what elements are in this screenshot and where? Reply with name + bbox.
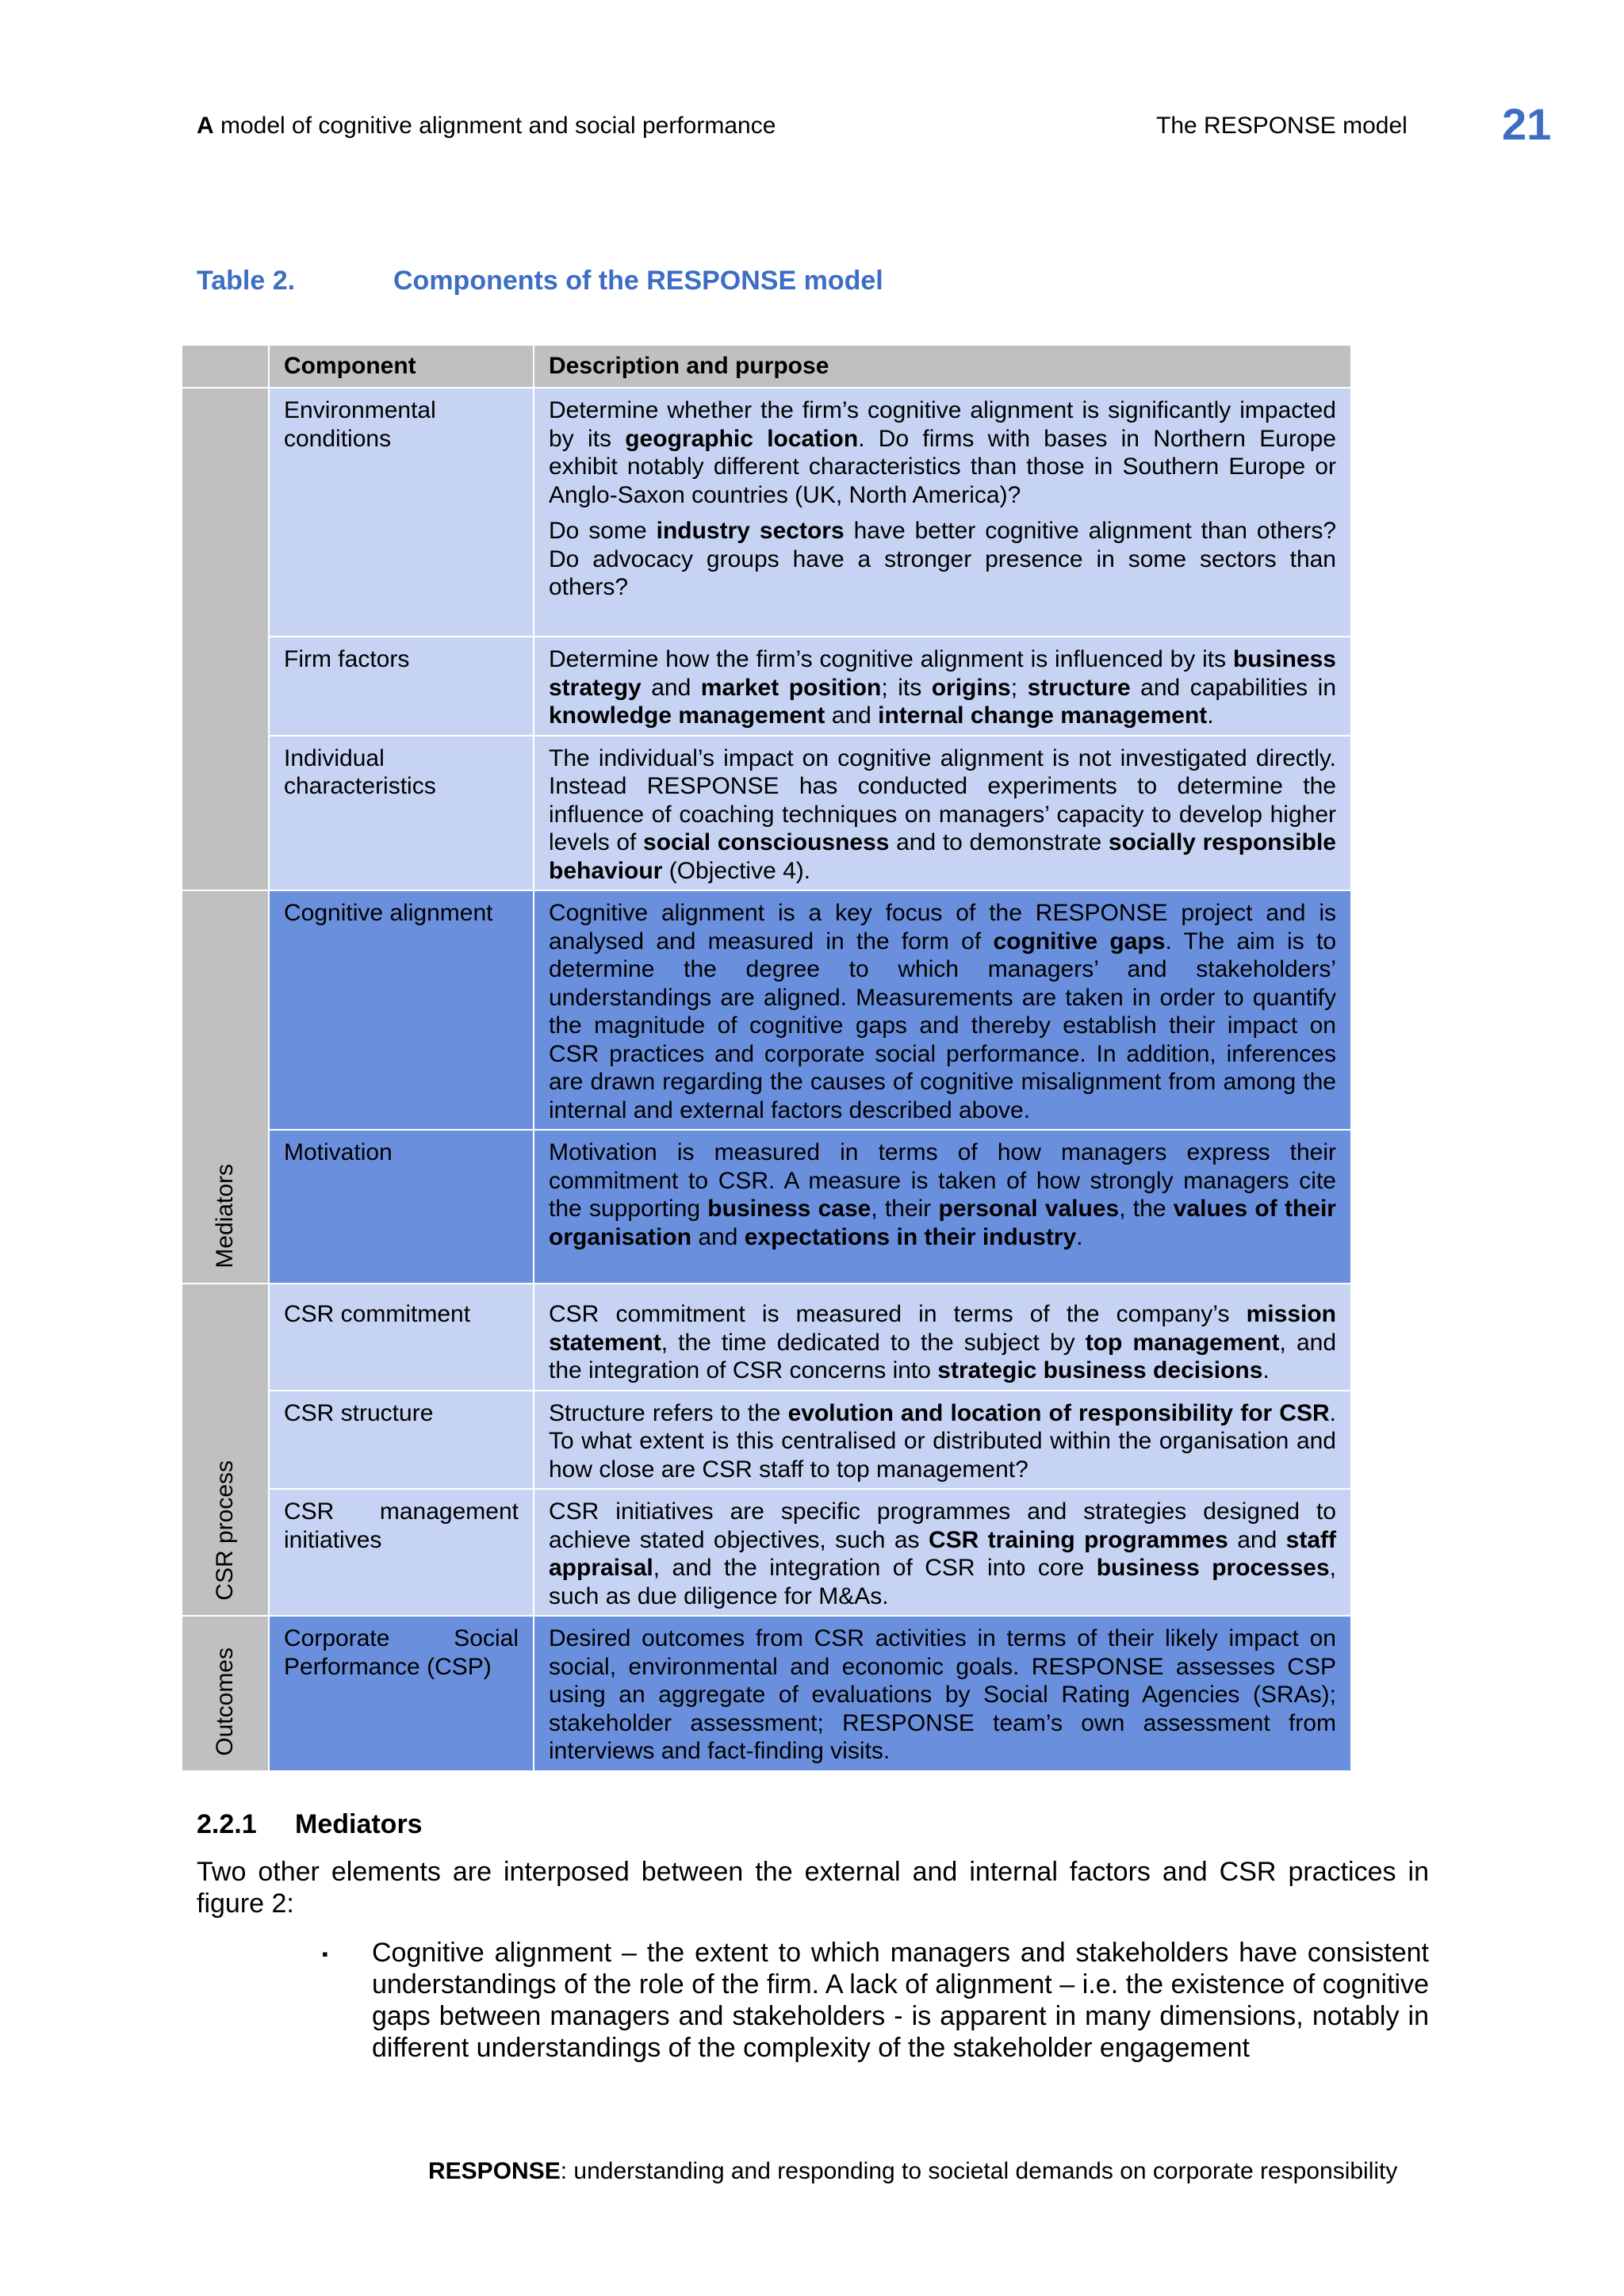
section-heading: 2.2.1 Mediators	[197, 1809, 423, 1839]
component-cell: Firm factors	[269, 637, 534, 736]
running-header-title: A model of cognitive alignment and social performance	[197, 113, 776, 139]
description-cell: CSR commitment is measured in terms of the company’s mission statement, the time dedicated to the subject by top management, and the integration of CSR concerns into strategic business decisions.	[534, 1284, 1351, 1391]
page-footer: RESPONSE: understanding and responding to societal demands on corporate responsibility	[428, 2158, 1398, 2184]
table-header-row	[182, 345, 1351, 388]
component-cell: Environmental conditions	[269, 388, 534, 637]
description-cell: Cognitive alignment is a key focus of the RESPONSE project and is analysed and measured in the form of cognitive gaps. The aim is to determine the degree to which managers’ and stakeholders’ understandings are aligned. Measurements are taken in order to quantify the magnitude of cognitive gaps and thereby establish their impact on CSR practices and corporate social performance. In addition, inferences are drawn regarding the causes of cognitive misalignment from among the internal and external factors described above.	[534, 890, 1351, 1130]
table-row	[182, 637, 1351, 736]
bullet-item: Cognitive alignment – the extent to which managers and stakeholders have consistent understandings of the role of the firm. A lack of alignment – i.e. the existence of cognitive gaps between managers and stakeholders - is apparent in many dimensions, notably in different understandings of the complexity of the stakeholder engagement	[372, 1938, 1429, 2063]
group-cell-csr-process	[182, 1284, 269, 1616]
bullet-square-icon: ▪	[322, 1944, 328, 1964]
table-row	[182, 890, 1351, 1130]
table-row	[182, 1616, 1351, 1771]
component-cell: Cognitive alignment	[269, 890, 534, 1130]
component-cell: Individual characteristics	[269, 736, 534, 891]
description-cell: Desired outcomes from CSR activities in terms of their likely impact on social, environmental and economic goals. RESPONSE assesses CSP using an aggregate of evaluations by Social Rating Agencies (SRAs); stakeholder assessment; RESPONSE team’s own assessment from interviews and fact-finding visits.	[534, 1616, 1351, 1771]
description-cell: Structure refers to the evolution and location of responsibility for CSR. To what extent is this centralised or distributed within the organisation and how close are CSR staff to top management?	[534, 1391, 1351, 1490]
table-caption-number: Table 2.	[197, 266, 296, 296]
table-caption-title: Components of the RESPONSE model	[393, 266, 883, 296]
table-row	[182, 736, 1351, 891]
group-label-outcomes: Outcomes	[212, 1647, 239, 1756]
description-cell: Determine how the firm’s cognitive alignment is influenced by its business strategy and market position; its origins; structure and capabilities in knowledge management and internal change management.	[534, 637, 1351, 736]
component-cell: CSR commitment	[269, 1284, 534, 1391]
page-number: 21	[1502, 99, 1552, 149]
component-cell: CSR structure	[269, 1391, 534, 1490]
running-header-section: The RESPONSE model	[1156, 113, 1408, 139]
group-cell-mediators	[182, 890, 269, 1284]
table-header-description: Description and purpose	[534, 345, 1351, 388]
table-row	[182, 1391, 1351, 1490]
components-table	[181, 344, 1352, 1772]
component-cell: Corporate Social Performance (CSP)	[269, 1616, 534, 1771]
table-row	[182, 388, 1351, 637]
table-row	[182, 1130, 1351, 1284]
group-label-mediators: Mediators	[212, 1164, 239, 1269]
table-row	[182, 1489, 1351, 1616]
table-header-blank	[182, 345, 269, 388]
description-cell: CSR initiatives are specific programmes and strategies designed to achieve stated objectives, such as CSR training programmes and staff appraisal, and the integration of CSR into core business processes, such as due diligence for M&As.	[534, 1489, 1351, 1616]
body-paragraph: Two other elements are interposed between the external and internal factors and CSR practices in figure 2:	[197, 1857, 1429, 1919]
description-cell: The individual’s impact on cognitive alignment is not investigated directly. Instead RESPONSE has conducted experiments to determine the influence of coaching techniques on managers’ capacity to develop higher levels of social consciousness and to demonstrate socially responsible behaviour (Objective 4).	[534, 736, 1351, 891]
table-row	[182, 1284, 1351, 1391]
component-cell: Motivation	[269, 1130, 534, 1284]
description-cell: Determine whether the firm’s cognitive alignment is significantly impacted by its geographic location. Do firms with bases in Northern Europe exhibit notably different characteristics than those in Southern Europe or Anglo-Saxon countries (UK, North America)? Do some industry sectors have better cognitive alignment than others? Do advocacy groups have a stronger presence in some sectors than others?	[534, 388, 1351, 637]
group-cell-context	[182, 388, 269, 890]
table-header-component: Component	[269, 345, 534, 388]
group-cell-outcomes	[182, 1616, 269, 1771]
description-cell: Motivation is measured in terms of how managers express their commitment to CSR. A measure is taken of how strongly managers cite the supporting business case, their personal values, the values of their organisation and expectations in their industry.	[534, 1130, 1351, 1284]
group-label-csr-process: CSR process	[212, 1460, 239, 1601]
component-cell: CSR management initiatives	[269, 1489, 534, 1616]
